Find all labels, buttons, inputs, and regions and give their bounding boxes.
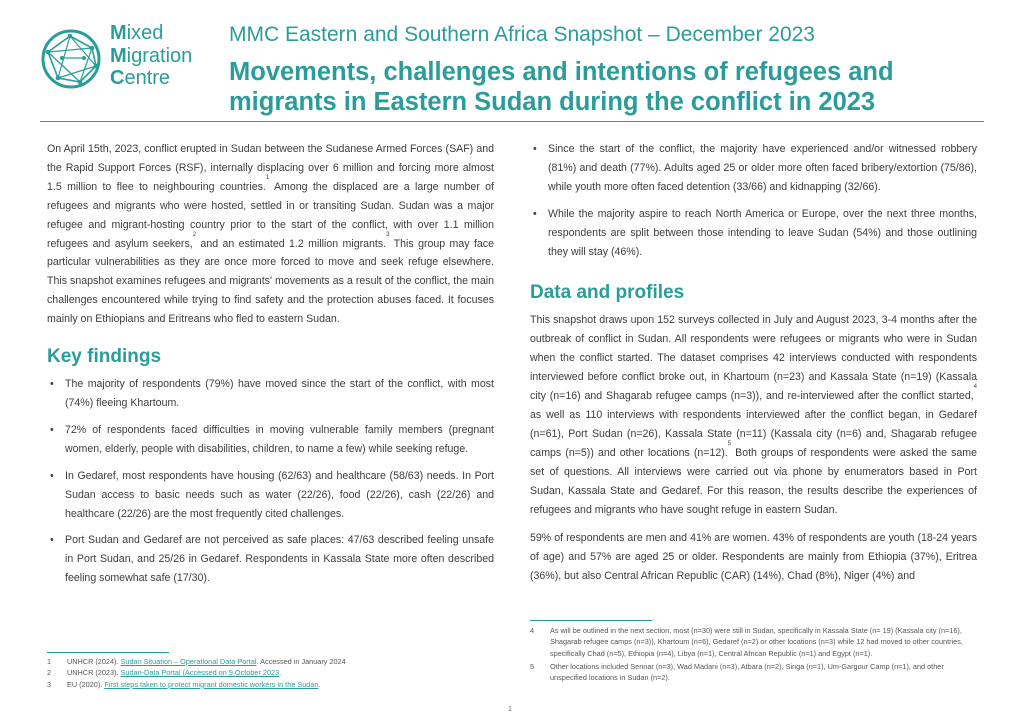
list-item: • Port Sudan and Gedaref are not perceived as safe places: 47/63 described feeling unsafe in Port Sudan, and 25/26 in Gedaref. Respondents in Kassala State more often described feeling somewhat safe (17/30). xyxy=(47,531,494,588)
profile-paragraph: 59% of respondents are men and 41% are women. 43% of respondents are youth (18-24 years of age) and 57% are aged 25 or older. Respondents are mainly from Ethiopia (37%), Eritrea (36%), but also Central African Republic (CAR) (14%), Chad (8%), Niger (4%) and xyxy=(530,532,977,583)
data-paragraph: This snapshot draws upon 152 surveys collected in July and August 2023, 3-4 months after the outbreak of conflict in Sudan. All respondents were refugees or migrants who were in Sudan when the conflict started. The dataset comprises 42 interviews conducted with respondents interviewed before conflict broke out, in Khartoum (n=23) and Kassala State (n=19) (Kassala city (n=16) and Shagarab refugee camps (n=3)), and re-interviewed after the conflict started,$^4$ as well as 110 interviews with respondents interviewed after the conflict began, in Gedaref (n=61), Port Sudan (n=26), Kassala State (n=11) (Kassala city (n=6) and, Shagarab refugee camps (n=5)) and other locations (n=12).$^5$ Both groups of respondents were asked the same set of questions. All interviews were carried out via phone by enumerators based in Port Sudan, Kassala State and Gedaref. For this reason, the results describe the experiences of refugees and migrants who have sought refuge in eastern Sudan. xyxy=(530,314,977,516)
key-findings-heading: Key findings xyxy=(47,346,162,368)
footnote-divider-left xyxy=(47,652,169,653)
footnotes-left xyxy=(47,656,494,690)
header xyxy=(0,0,1024,122)
page-title: Movements, challenges and intentions of refugees and migrants in Eastern Sudan during the conflict in 2023 xyxy=(229,58,894,116)
footnote: 1 UNHCR (2024). Sudan Situation – Operational Data Portal. Accessed in January 2024 xyxy=(47,657,346,666)
snapshot-subtitle: MMC Eastern and Southern Africa Snapshot – December 2023 xyxy=(229,23,815,46)
footnote-link[interactable]: First steps taken to protect migrant domestic workers in the Sudan xyxy=(104,679,319,689)
footnote-divider-right xyxy=(530,620,652,621)
footnote-link[interactable]: Sudan Situation – Operational Data Portal xyxy=(120,657,257,666)
page-number: 1 xyxy=(508,706,512,713)
footnote: 2 UNHCR (2023). Sudan-Data Portal (Accessed on 9 October 2023. xyxy=(47,668,282,678)
list-item: • 72% of respondents faced difficulties in moving vulnerable family members (pregnant women, elderly, people with disabilities, children, to name a few) while seeking refuge. xyxy=(47,421,494,459)
globe-icon xyxy=(40,28,102,90)
right-column xyxy=(530,140,977,586)
logo-wordmark: Mixed Migration Centre xyxy=(110,22,193,89)
footnotes-right xyxy=(530,625,977,683)
key-findings-list xyxy=(47,375,494,588)
key-findings-list-continued xyxy=(530,140,977,261)
intro-paragraph: On April 15th, 2023, conflict erupted in Sudan between the Sudanese Armed Forces (SAF) and the Rapid Support Forces (RSF), internally displacing over 6 million and forcing more almost 1.5 million to flee to neighbouring countries.$^1$ Among the displaced are a large number of refugees and migrants who were hosted, settled in or transiting Sudan. Sudan was a major refugee and migrant-hosting country prior to the start of the conflict, with over 1.1 million refugees and asylum seekers,$^2$ and an estimated 1.2 million migrants.$^3$ This group may face particular vulnerabilities as they are once more forced to move and seek refuge elsewhere. This snapshot examines refugees and migrants' movements as a result of the conflict, the main challenges encountered while trying to find safety and the protection abuses faced. It focuses mainly on Ethiopians and Eritreans who fled to eastern Sudan. xyxy=(47,143,494,326)
header-divider xyxy=(40,121,984,122)
footnote-link[interactable]: Sudan-Data Portal (Accessed on 9 October 2023 xyxy=(120,668,280,678)
footnote: 4 As will be outlined in the next section, most (n=30) were still in Sudan, specifically in Kassala State (n= 19) (Kassala city (n=16), Shagarab refugee camps (n=3)), Khartoum (n=6), Gedaref (n=2) or other locations (n=3) while 12 had moved to other countries, specifically Chad (n=5), Ethiopia (n=4), Libya (n=1), Central African Republic (n=1) and Egypt (n=1). xyxy=(530,626,963,658)
list-item: • Since the start of the conflict, the majority have experienced and/or witnessed robbery (81%) and death (77%). Adults aged 25 or older more often faced bribery/extortion (75/86), while youth more often faced detention (33/66) and kidnapping (32/66). xyxy=(530,140,977,197)
left-column xyxy=(47,140,494,588)
list-item: • The majority of respondents (79%) have moved since the start of the conflict, with most (74%) fleeing Khartoum. xyxy=(47,375,494,413)
data-profiles-heading: Data and profiles xyxy=(530,282,685,304)
list-item: • In Gedaref, most respondents have housing (62/63) and healthcare (58/63) needs. In Port Sudan access to basic needs such as water (22/26), food (22/26), cash (22/26) and healthcare (22/26) are the most frequently cited challenges. xyxy=(47,467,494,524)
footnote: 3 EU (2020). First steps taken to protect migrant domestic workers in the Sudan. xyxy=(47,679,321,689)
list-item: • While the majority aspire to reach North America or Europe, over the next three months, respondents are split between those intending to leave Sudan (54%) and those outlining they will stay (46%). xyxy=(530,205,977,262)
mmc-logo xyxy=(40,22,210,102)
footnote: 5 Other locations included Sennar (n=3), Wad Madani (n=3), Atbara (n=2), Singa (n=1), Um-Gargour Camp (n=1), and other unspecified locations in Sudan (n=2). xyxy=(530,661,944,683)
